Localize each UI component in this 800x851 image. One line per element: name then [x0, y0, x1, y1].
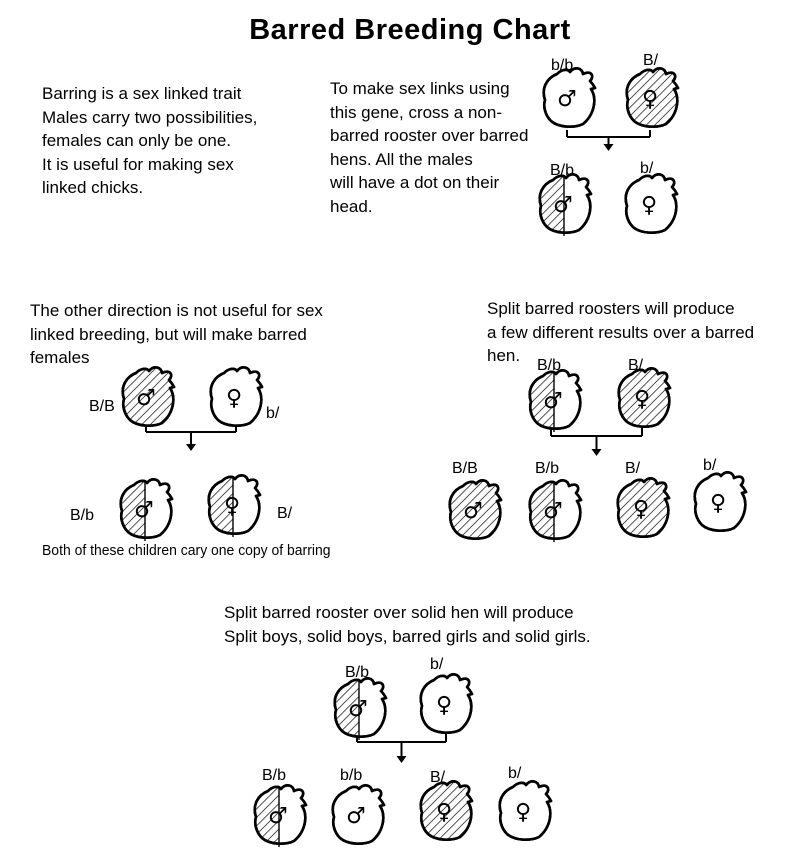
genotype-label: B/b	[345, 664, 370, 681]
offspring-solid-female-chick	[619, 172, 681, 238]
genotype-label: b/	[266, 405, 280, 422]
male-symbol-icon: ♂	[268, 804, 288, 829]
offspring-solid-female-chick	[688, 470, 750, 536]
sexlink-line: this gene, cross a non-	[330, 102, 502, 122]
genotype-label: B/b	[535, 460, 560, 477]
male-symbol-icon: ♂	[463, 499, 483, 524]
sexlink-line: hens. All the males	[330, 149, 473, 169]
genotype-label: B/b	[550, 162, 575, 179]
offspring-solid-female-chick	[493, 779, 555, 845]
parent-split-male-chick	[328, 676, 390, 742]
parent-solid-female-chick	[414, 672, 476, 738]
genotype-label: b/b	[551, 57, 574, 74]
female-symbol-icon: ♀	[514, 800, 532, 825]
female-symbol-icon: ♀	[223, 494, 241, 519]
intro-line: linked chicks.	[42, 178, 144, 197]
parent-split-male-chick	[523, 368, 585, 434]
arrow-down-icon	[592, 449, 602, 456]
genotype-label: B/	[430, 769, 446, 786]
offspring-solid-male-chick	[326, 783, 388, 849]
parent-solid-female-chick	[204, 365, 266, 431]
arrow-down-icon	[604, 144, 614, 151]
split-barred-line: Split barred roosters will produce	[487, 299, 735, 318]
parent-barred-female-chick	[620, 66, 682, 132]
split-barred-line: hen.	[487, 346, 521, 365]
genotype-label: B/	[625, 460, 641, 477]
offspring-split-male-chick	[523, 478, 585, 544]
other-caption: Both of these children cary one copy of barring	[42, 542, 331, 559]
female-symbol-icon: ♀	[632, 497, 650, 522]
genotype-label: B/b	[262, 767, 287, 784]
genotype-label: B/	[643, 52, 659, 69]
offspring-split-male-chick	[533, 172, 595, 238]
genotype-label: B/	[628, 357, 644, 374]
male-symbol-icon: ♂	[557, 87, 577, 112]
cross-bracket	[567, 130, 650, 146]
male-symbol-icon: ♂	[346, 804, 366, 829]
intro-line: Males carry two possibilities,	[42, 107, 258, 127]
genotype-label: b/	[640, 160, 654, 177]
arrow-down-icon	[397, 756, 407, 763]
genotype-label: b/	[430, 656, 444, 673]
genotype-label: b/	[508, 765, 522, 782]
arrow-down-icon	[186, 444, 196, 451]
sexlink-line: will have a dot on their	[330, 173, 500, 192]
offspring-barred-female-chick	[414, 779, 476, 845]
parent-barred-male-chick	[116, 365, 178, 431]
offspring-barred-male-chick	[443, 478, 505, 544]
genotype-label: B/b	[70, 507, 95, 524]
female-symbol-icon: ♀	[435, 693, 453, 718]
parent-barred-female-chick	[612, 366, 674, 432]
chart-title: Barred Breeding Chart	[249, 14, 571, 46]
male-symbol-icon: ♂	[543, 499, 563, 524]
genotype-label: B/B	[89, 398, 115, 415]
intro-line: Barring is a sex linked trait	[42, 84, 242, 103]
male-symbol-icon: ♂	[348, 697, 368, 722]
other-line: linked breeding, but will make barred	[30, 324, 307, 344]
sexlink-line: barred rooster over barred	[330, 126, 529, 145]
other-line: The other direction is not useful for sex	[30, 301, 323, 320]
offspring-split-female-chick	[202, 473, 264, 539]
intro-line: It is useful for making sex	[42, 154, 234, 174]
female-symbol-icon: ♀	[641, 87, 659, 112]
genotype-label: B/B	[452, 460, 478, 477]
male-symbol-icon: ♂	[553, 193, 573, 218]
female-symbol-icon: ♀	[633, 387, 651, 412]
female-symbol-icon: ♀	[435, 800, 453, 825]
male-symbol-icon: ♂	[134, 498, 154, 523]
split-solid-line: Split boys, solid boys, barred girls and solid girls.	[224, 626, 591, 646]
offspring-split-male-chick	[248, 783, 310, 849]
sexlink-line: To make sex links using	[330, 79, 510, 98]
genotype-label: b/	[703, 457, 717, 474]
genotype-label: B/	[277, 505, 293, 522]
genotype-label: b/b	[340, 767, 363, 784]
genotype-label: B/b	[537, 357, 562, 374]
female-symbol-icon: ♀	[225, 386, 243, 411]
female-symbol-icon: ♀	[640, 193, 658, 218]
offspring-barred-female-chick	[611, 476, 673, 542]
split-solid-line: Split barred rooster over solid hen will produce	[224, 603, 574, 622]
male-symbol-icon: ♂	[543, 389, 563, 414]
female-symbol-icon: ♀	[709, 491, 727, 516]
other-line: females	[30, 348, 90, 367]
parent-solid-male-chick	[537, 66, 599, 132]
sexlink-line: head.	[330, 196, 373, 216]
offspring-split-male-chick	[114, 477, 176, 543]
male-symbol-icon: ♂	[136, 386, 156, 411]
intro-line: females can only be one.	[42, 131, 232, 150]
split-barred-line: a few different results over a barred	[487, 322, 755, 342]
